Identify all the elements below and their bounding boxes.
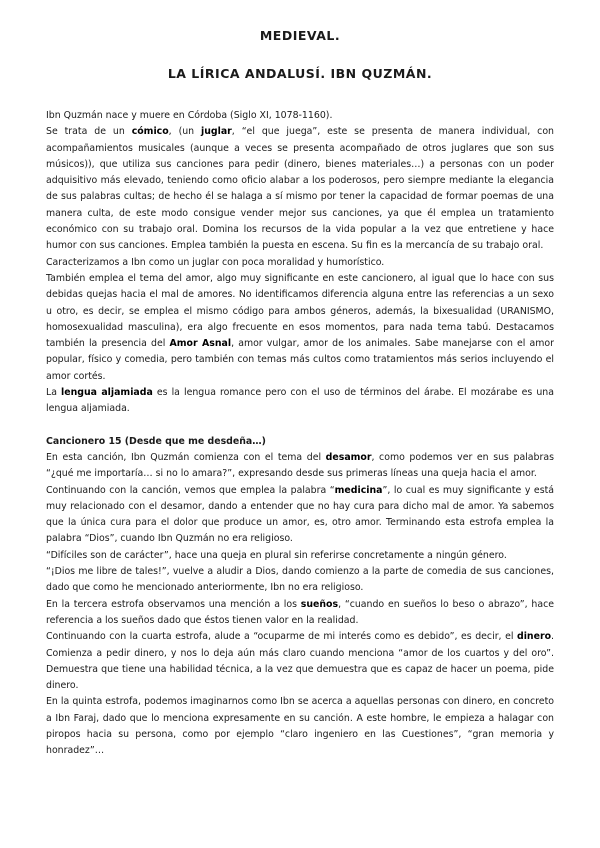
- keyword-juglar: juglar: [201, 126, 232, 138]
- cancionero-paragraph-2: [46, 483, 554, 548]
- text-run: Continuando con la canción, vemos que emplea la palabra “: [46, 484, 335, 496]
- text-run: Continuando con la cuarta estrofa, alude a “ocuparme de mi interés como es debido”, es decir, el: [46, 631, 517, 643]
- page-subtitle: LA LÍRICA ANDALUSÍ. IBN QUZMÁN.: [167, 66, 433, 81]
- text-run: En la tercera estrofa observamos una mención a los: [46, 598, 301, 610]
- text-run: Se trata de un: [46, 126, 132, 138]
- cancionero-paragraph-6: [46, 629, 554, 694]
- text-run: La: [46, 387, 62, 399]
- section-gap: [46, 418, 554, 434]
- intro-paragraph-2: [46, 124, 554, 254]
- intro-paragraph-1: Ibn Quzmán nace y muere en Córdoba (Siglo XI, 1078-1160).: [46, 110, 333, 121]
- keyword-amor-asnal: Amor Asnal: [169, 338, 232, 350]
- keyword-comico: cómico: [131, 126, 169, 138]
- text-run: es la lengua romance pero con el uso de términos del árabe. El mozárabe es una lengua aljamiada.: [46, 387, 554, 415]
- text-run: . Comienza a pedir dinero, y nos lo deja aún más claro cuando menciona “amor de los cuartos y del oro”. Demuestra que tiene una habilidad técnica, a la vez que demuestra que es capaz de hacer un poema, pide dinero.: [46, 631, 554, 692]
- cancionero-paragraph-1: [46, 450, 554, 483]
- keyword-medicina: medicina: [334, 484, 383, 496]
- keyword-desamor: desamor: [325, 451, 372, 463]
- text-run: , “cuando en sueños lo beso o abrazo”, hace referencia a los sueños dado que éstos tienen valor en la realidad.: [46, 598, 554, 626]
- text-run: , amor vulgar, amor de los animales. Sabe manejarse con el amor popular, físico y comedia, pero también con temas más cultos como tratamientos más serios incluyendo el amor cortés.: [46, 338, 554, 382]
- intro-paragraph-3: Caracterizamos a Ibn como un juglar con poca moralidad y humorístico.: [46, 256, 385, 268]
- text-run: , como podemos ver en sus palabras “¿qué me importaría… si no lo amara?”, expresando desde sus primeras líneas una queja hacia el amor.: [46, 451, 554, 480]
- page-title: MEDIEVAL.: [259, 28, 341, 43]
- keyword-lengua-aljamiada: lengua aljamiada: [61, 387, 153, 399]
- cancionero-paragraph-5: [46, 597, 554, 630]
- intro-paragraph-4: [46, 271, 554, 385]
- document-body: [46, 108, 554, 760]
- text-run: , “el que juega”, este se presenta de manera individual, con acompañamientos musicales (aunque a veces se presenta acompañado de otros juglares que son sus músicos)), que utiliza sus canciones para pedir (dinero, bienes materiales…) a personas con un poder adquisitivo más elevado, teniendo como oficio alabar a los poderosos, pero siempre mediante la elegancia de sus palabras cultas; de hecho él se halaga a sí mismo por tener la capacidad de formar poemas de una manera culta, de este modo consigue vender mejor sus canciones, ya que él emplea un tratamiento económico con su trabajo oral. Domina los recursos de la vida popular a la vez que entretiene y hace humor con sus canciones. Emplea también la puesta en escena. Su fin es la mercancía de su trabajo oral.: [46, 126, 555, 252]
- text-run: También emplea el tema del amor, algo muy significante en este cancionero, al igual que lo hace con sus debidas quejas hacia el mal de amores. No identificamos diferencia alguna entre las referencias a un sexo u otro, es decir, se emplea el mismo código para ambos géneros, además, la bixesualidad (URANISMO, homosexualidad masculina), era algo frecuente en esos momentos, para nada tema tabú. Destacamos también la presencia del: [46, 272, 554, 350]
- text-run: , (un: [168, 126, 202, 138]
- cancionero-paragraph-4: “¡Dios me libre de tales!”, vuelve a aludir a Dios, dando comienzo a la parte de comedia de sus canciones, dado que como he mencionado anteriormente, Ibn no era religioso.: [46, 566, 554, 594]
- keyword-suenos: sueños: [300, 598, 339, 610]
- text-run: En esta canción, Ibn Quzmán comienza con el tema del: [46, 451, 326, 463]
- text-run: ”, lo cual es muy significante y está muy relacionado con el desamor, dando a entender que no hay cura para dicho mal de amor. Ya sabemos que la única cura para el dolor que produce un amor, es, otro amor. Terminando esta estrofa emplea la palabra “Dios”, cuando Ibn Quzmán no era religioso.: [46, 484, 554, 545]
- cancionero-paragraph-3: “Difíciles son de carácter”, hace una queja en plural sin referirse concretamente a ningún género.: [46, 549, 507, 561]
- section-title-cancionero: Cancionero 15 (Desde que me desdeña…): [46, 435, 266, 447]
- cancionero-paragraph-7: En la quinta estrofa, podemos imaginarnos como Ibn se acerca a aquellas personas con dinero, en concreto a Ibn Faraj, dado que lo menciona expresamente en su canción. A este hombre, le empieza a halagar con piropos hacia su persona, como por ejemplo “claro ingeniero en las Cuestiones”, “gran memoria y honradez”…: [46, 696, 554, 757]
- keyword-dinero: dinero: [516, 631, 552, 643]
- intro-paragraph-5: [46, 385, 554, 418]
